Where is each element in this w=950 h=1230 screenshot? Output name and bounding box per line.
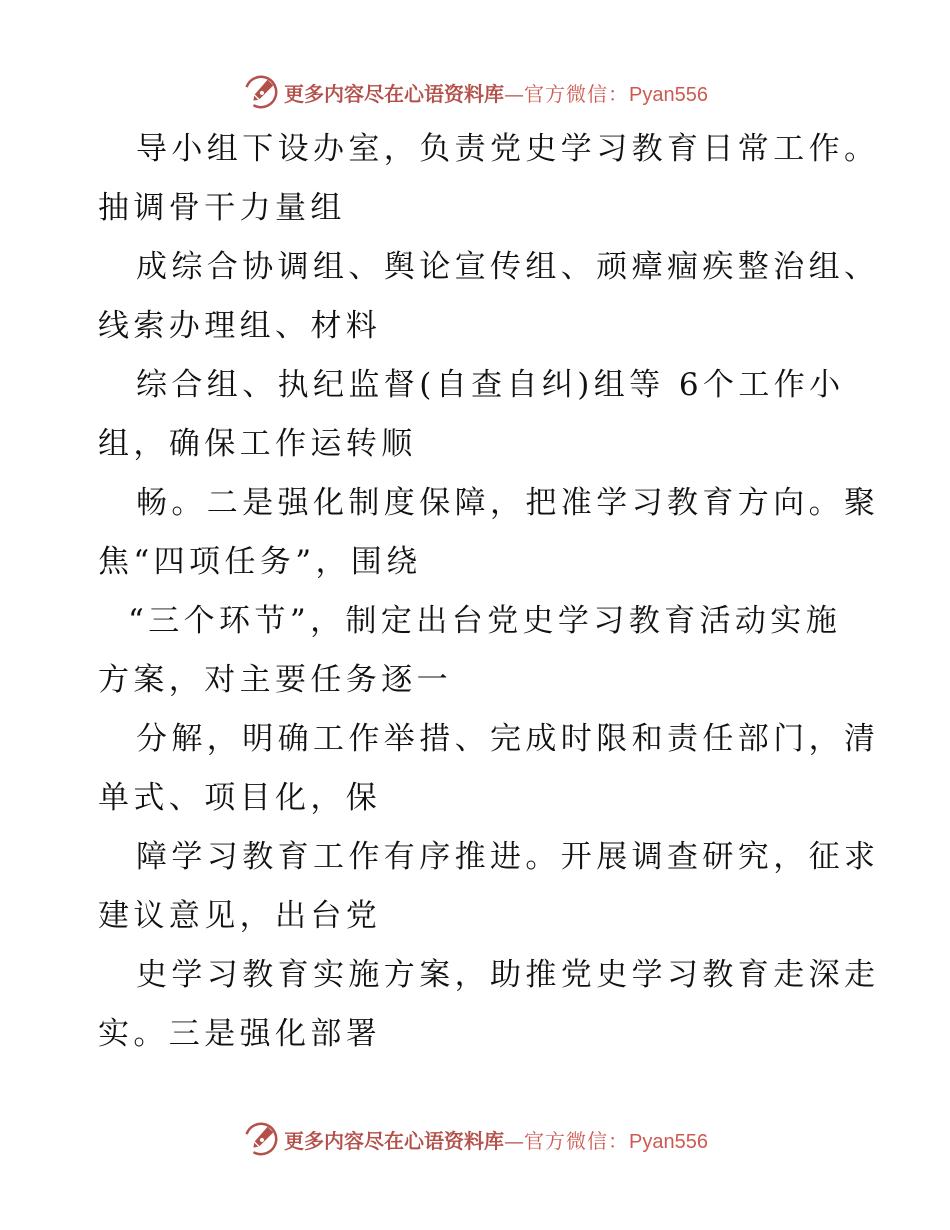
watermark-dash: — (504, 81, 525, 106)
body-line: 障学习教育工作有序推进。开展调查研究，征求 (136, 839, 880, 875)
body-line: 线索办理组、材料 (98, 308, 382, 344)
pen-logo-icon (242, 73, 280, 111)
footer-watermark (0, 1117, 950, 1161)
watermark-title: 更多内容尽在心语资料库 (284, 81, 505, 106)
body-line: “三个环节”，制定出台党史学习教育活动实施 (128, 603, 842, 639)
body-line: 组，确保工作运转顺 (98, 426, 417, 462)
watermark-dash: — (504, 1128, 525, 1153)
watermark-title: 更多内容尽在心语资料库 (284, 1128, 505, 1153)
watermark-wechat-id: Pyan556 (629, 83, 708, 106)
body-line: 成综合协调组、舆论宣传组、顽瘴痼疾整治组、 (136, 249, 880, 285)
body-line: 分解，明确工作举措、完成时限和责任部门，清 (136, 721, 880, 757)
body-line: 畅。二是强化制度保障，把准学习教育方向。聚 (136, 485, 880, 521)
body-line: 建议意见，出台党 (98, 898, 382, 934)
body-line: 抽调骨干力量组 (98, 190, 346, 226)
body-line: 单式、项目化，保 (98, 780, 382, 816)
pen-logo-icon (242, 1120, 280, 1158)
body-line: 实。三是强化部署 (98, 1016, 382, 1052)
body-line: 导小组下设办室，负责党史学习教育日常工作。 (136, 131, 880, 167)
body-line: 史学习教育实施方案，助推党史学习教育走深走 (136, 957, 880, 993)
header-watermark (0, 70, 950, 114)
watermark-wechat-id: Pyan556 (629, 1130, 708, 1153)
watermark-wechat-label: 官方微信： (524, 81, 630, 106)
body-line: 方案，对主要任务逐一 (98, 662, 452, 698)
body-line: 综合组、执纪监督(自查自纠)组等 6个工作小 (136, 367, 845, 403)
body-line: 焦“四项任务”，围绕 (98, 544, 422, 580)
document-body (98, 120, 880, 1064)
watermark-wechat-label: 官方微信： (524, 1128, 630, 1153)
